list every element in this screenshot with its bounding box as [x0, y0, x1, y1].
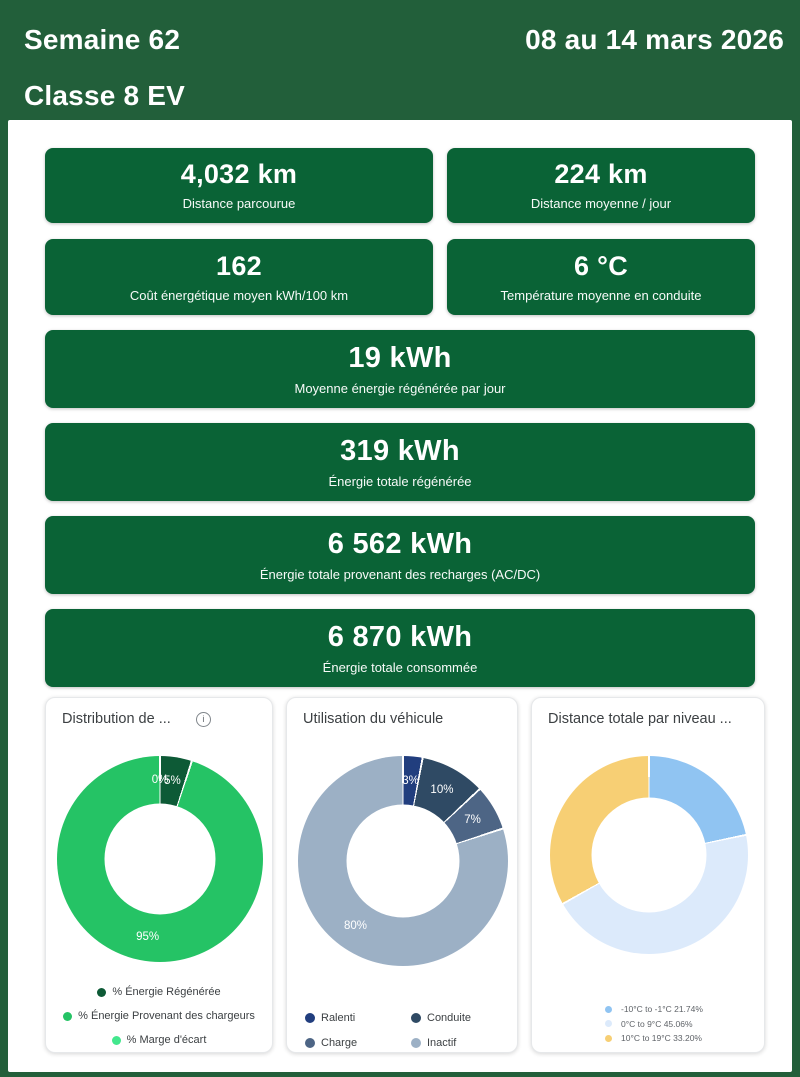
stat-card-energie-consommee [45, 609, 755, 687]
legend-label: % Énergie Régénérée [112, 986, 221, 998]
legend-item [305, 1012, 393, 1024]
legend-dot [605, 1020, 612, 1027]
legend-label: % Marge d'écart [126, 1034, 207, 1046]
legend-dot [411, 1013, 421, 1023]
chart-card-distance-par-temperature [531, 697, 765, 1053]
donut-chart-utilisation-vehicule[interactable] [298, 756, 508, 966]
chart-title: Distribution de ... [62, 711, 171, 727]
slice-label: 95% [136, 931, 160, 944]
legend-label: -10°C to -1°C 21.74% [621, 1004, 703, 1014]
stat-label: Distance moyenne / jour [530, 196, 672, 211]
slice-label: 5% [164, 774, 181, 787]
legend-label: Charge [321, 1037, 358, 1049]
slice-label: 3% [402, 774, 419, 787]
stat-value: 4,032 km [180, 159, 298, 189]
legend-dot [112, 1036, 121, 1045]
stat-value: 224 km [554, 159, 648, 189]
legend-dot [605, 1035, 612, 1042]
vehicle-class-title: Classe 8 EV [24, 80, 185, 111]
stat-value: 6 562 kWh [327, 527, 473, 560]
legend-label: Conduite [427, 1012, 472, 1024]
stat-label: Coût énergétique moyen kWh/100 km [129, 287, 349, 303]
slice-label: 10% [430, 784, 454, 797]
chart-card-utilisation-vehicule [286, 697, 518, 1053]
info-icon[interactable]: i [196, 712, 211, 727]
legend-distribution-energie [46, 986, 272, 1046]
stat-value: 6 °C [573, 250, 628, 281]
stat-label: Énergie totale régénérée [328, 473, 472, 489]
stat-label: Moyenne énergie régénérée par jour [294, 380, 506, 396]
chart-header [62, 711, 264, 727]
legend-label: 10°C to 19°C 33.20% [621, 1033, 702, 1043]
legend-label: % Énergie Provenant des chargeurs [78, 1010, 255, 1022]
legend-item [605, 1019, 693, 1029]
stat-value: 6 870 kWh [327, 620, 473, 653]
legend-dot [63, 1012, 72, 1021]
legend-dot [411, 1038, 421, 1048]
slice-label: 0% [151, 773, 169, 786]
stat-card-distance-moyenne-jour [447, 148, 755, 223]
legend-item [411, 1037, 499, 1049]
stat-label: Température moyenne en conduite [500, 287, 702, 303]
legend-item [97, 986, 220, 998]
chart-title: Utilisation du véhicule [303, 711, 444, 727]
legend-item [411, 1012, 499, 1024]
stat-label: Distance parcourue [182, 196, 296, 211]
legend-item [112, 1034, 207, 1046]
date-range: 08 au 14 mars 2026 [525, 24, 784, 55]
legend-utilisation-vehicule [287, 1012, 517, 1049]
stat-card-energie-regeneree-jour [45, 330, 755, 408]
chart-title: Distance totale par niveau ... [548, 711, 732, 727]
chart-card-distribution-energie [45, 697, 273, 1053]
stat-card-distance-parcourue [45, 148, 433, 223]
stat-card-energie-recharges [45, 516, 755, 594]
stat-label: Énergie totale provenant des recharges (AC/DC) [259, 566, 541, 582]
stat-card-energie-totale-regeneree [45, 423, 755, 501]
slice-label: 7% [464, 813, 481, 826]
bottom-frame-strip [0, 1072, 800, 1077]
stat-value: 19 kWh [348, 341, 452, 374]
chart-header [303, 711, 509, 727]
legend-item [605, 1004, 703, 1014]
legend-distance-par-temperature [532, 1004, 764, 1043]
chart-header [548, 711, 756, 727]
legend-dot [605, 1006, 612, 1013]
legend-label: Ralenti [321, 1012, 356, 1024]
donut-hole [592, 798, 707, 913]
donut-chart-distance-par-temperature[interactable] [550, 756, 748, 954]
legend-item [605, 1033, 702, 1043]
donut-hole [347, 805, 460, 918]
legend-item [63, 1010, 255, 1022]
legend-label: Inactif [427, 1037, 457, 1049]
stat-card-cout-energetique [45, 239, 433, 315]
stat-value: 162 [216, 250, 262, 281]
legend-dot [97, 988, 106, 997]
legend-dot [305, 1013, 315, 1023]
week-title: Semaine 62 [24, 24, 181, 55]
legend-dot [305, 1038, 315, 1048]
donut-hole [105, 804, 216, 915]
donut-chart-distribution-energie[interactable] [57, 756, 263, 962]
legend-label: 0°C to 9°C 45.06% [621, 1018, 693, 1029]
legend-item [305, 1037, 393, 1049]
slice-label: 80% [343, 920, 367, 933]
stat-card-temperature-moyenne [447, 239, 755, 315]
stat-value: 319 kWh [340, 434, 460, 467]
stat-label: Énergie totale consommée [322, 659, 478, 675]
